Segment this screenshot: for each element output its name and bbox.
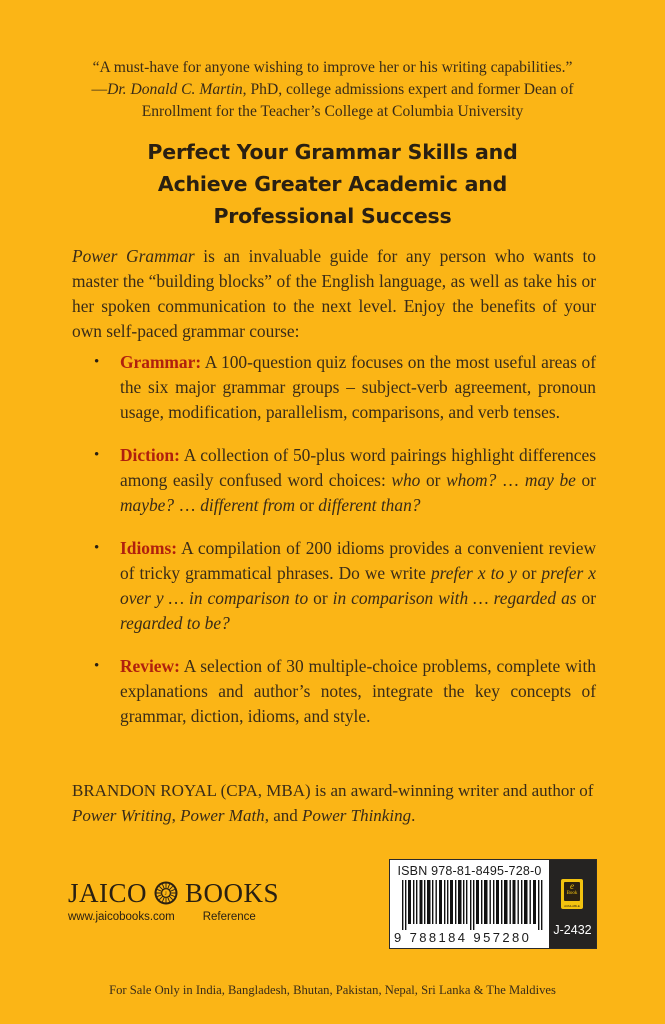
book-title: Power Grammar <box>72 246 195 266</box>
intro-paragraph: Power Grammar is an invaluable guide for any person who wants to master the “building blocks” of the English language, as well as take his or her spoken communication to the next level. Enjoy the benefits of your own self-paced grammar course: <box>72 246 596 341</box>
testimonial-attribution: —Dr. Donald C. Martin, PhD, college admissions expert and former Dean of <box>91 81 574 98</box>
testimonial-author: Dr. Donald C. Martin <box>107 81 243 98</box>
sale-territory-note: For Sale Only in India, Bangladesh, Bhutan, Pakistan, Nepal, Sri Lanka & The Maldives <box>109 983 556 997</box>
barcode-digits: 9 788184 957280 <box>394 930 532 945</box>
headline-line-2: Achieve Greater Academic and <box>157 172 508 196</box>
author-bio: BRANDON ROYAL (CPA, MBA) is an award-winning writer and author of Power Writing, Power Math, and Power Thinking. <box>72 781 594 825</box>
feature-term: Review: <box>120 656 180 676</box>
isbn-barcode-block <box>389 859 597 949</box>
book-category: Reference <box>202 911 256 923</box>
other-book-title: Power Thinking <box>301 806 412 825</box>
feature-item-idioms: • Idioms: A compilation of 200 idioms provides a convenient review of tricky grammatical phrases. Do we write prefer x to y or prefer x over y … in comparison to or in comparison with … regarded as or regarded to be? <box>94 538 596 633</box>
bullet-icon: • <box>94 540 100 556</box>
feature-term: Diction: <box>120 445 180 465</box>
feature-term: Grammar: <box>120 352 202 372</box>
barcode-icon <box>402 880 544 930</box>
testimonial-attribution-line2: Enrollment for the Teacher’s College at Columbia University <box>141 103 524 120</box>
publisher-logo <box>68 878 279 923</box>
catalog-code: J-2432 <box>553 923 592 937</box>
headline-line-1: Perfect Your Grammar Skills and <box>147 140 518 164</box>
other-book-title: Power Math <box>180 806 265 825</box>
publisher-name-left: JAICO <box>68 878 148 908</box>
publisher-website[interactable]: www.jaicobooks.com <box>68 911 175 923</box>
headline <box>60 136 605 232</box>
testimonial-quote: “A must-have for anyone wishing to improve her or his writing capabilities.” <box>92 59 573 76</box>
headline-line-3: Professional Success <box>213 204 452 228</box>
feature-item-diction: • Diction: A collection of 50-plus word pairings highlight differences among easily confused word choices: who or whom? … may be or maybe? … different from or different than? <box>94 445 596 515</box>
feature-item-grammar: • Grammar: A 100-question quiz focuses on the most useful areas of the six major grammar groups – subject-verb agreement, pronoun usage, modification, parallelism, comparisons, and verb tenses. <box>94 352 596 422</box>
ebook-available-icon: e Book AVAILABLE <box>561 879 583 909</box>
isbn-label: ISBN 978-81-8495-728-0 <box>397 864 542 878</box>
feature-term: Idioms: <box>120 538 178 558</box>
svg-text:J: J <box>164 892 168 897</box>
testimonial <box>40 57 625 123</box>
publisher-name-right: BOOKS <box>185 878 280 908</box>
wheel-logo-icon <box>154 881 178 905</box>
feature-item-review: • Review: A selection of 30 multiple-choice problems, complete with explanations and author’s notes, integrate the key concepts of grammar, diction, idioms, and style. <box>94 656 596 726</box>
other-book-title: Power Writing <box>72 806 172 825</box>
bullet-icon: • <box>94 447 100 463</box>
bullet-icon: • <box>94 658 100 674</box>
bullet-icon: • <box>94 354 100 370</box>
feature-list <box>72 350 596 747</box>
publisher-name <box>68 878 279 908</box>
